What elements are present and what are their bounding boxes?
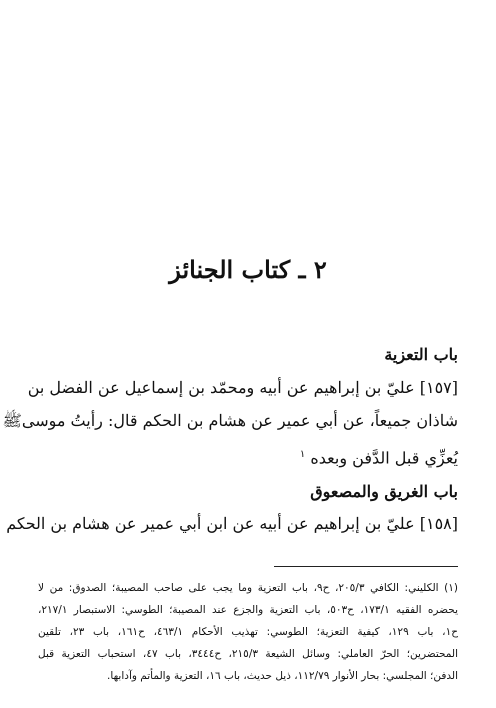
footnote-line: ح١، باب ١٢٩، كيفية التعزية؛ الطوسي: تهذيب الأحكام ٤٦٣/١، ح١٦١، باب ٢٣، تلقين <box>38 626 458 638</box>
footnote-line: المحتضرين؛ الحرّ العاملي: وسائل الشيعة ٢١٥/٣، ح٣٤٤٤، باب ٤٧، استحباب التعزية قبل <box>38 648 458 660</box>
hadith-line-text: يُعزِّي قبل الدَّفن وبعده <box>310 448 458 468</box>
footnote-marker: ١ <box>299 449 306 460</box>
hadith-line: [١٥٨] عليّ بن إبراهيم عن أبيه عن ابن أبي عمير عن هشام بن الحكم <box>6 514 458 533</box>
hadith-line: [١٥٧] عليّ بن إبراهيم عن أبيه ومحمّد بن إسماعيل عن الفضل بن <box>27 378 458 397</box>
hadith-line-last <box>38 442 458 471</box>
chapter-title: ٢ ـ كتاب الجنائز <box>169 255 327 284</box>
section-heading-drowned: باب الغريق والمصعوق <box>310 482 458 501</box>
hadith-line: شاذان جميعاً، عن أبي عمير عن هشام بن الحكم قال: رأيتُ موسىﷺ <box>2 411 458 430</box>
footnote-line: الدفن؛ المجلسي: بحار الأنوار ١١٢/٧٩، ذيل حديث، باب ١٦، التعزية والمأتم وآدابها. <box>107 670 458 682</box>
footnote-line: (١) الكليني: الكافي ٢٠٥/٣، ح٩، باب التعزية وما يجب على صاحب المصيبة؛ الصدوق: من لا <box>38 582 458 594</box>
footnote-line: يحضره الفقيه ١٧٣/١، ح٥٠٣، باب التعزية والجزع عند المصيبة؛ الطوسي: الاستبصار ٢١٧/١، <box>38 604 458 616</box>
section-heading-condolence: باب التعزية <box>384 345 458 364</box>
footnote-separator <box>274 566 458 567</box>
